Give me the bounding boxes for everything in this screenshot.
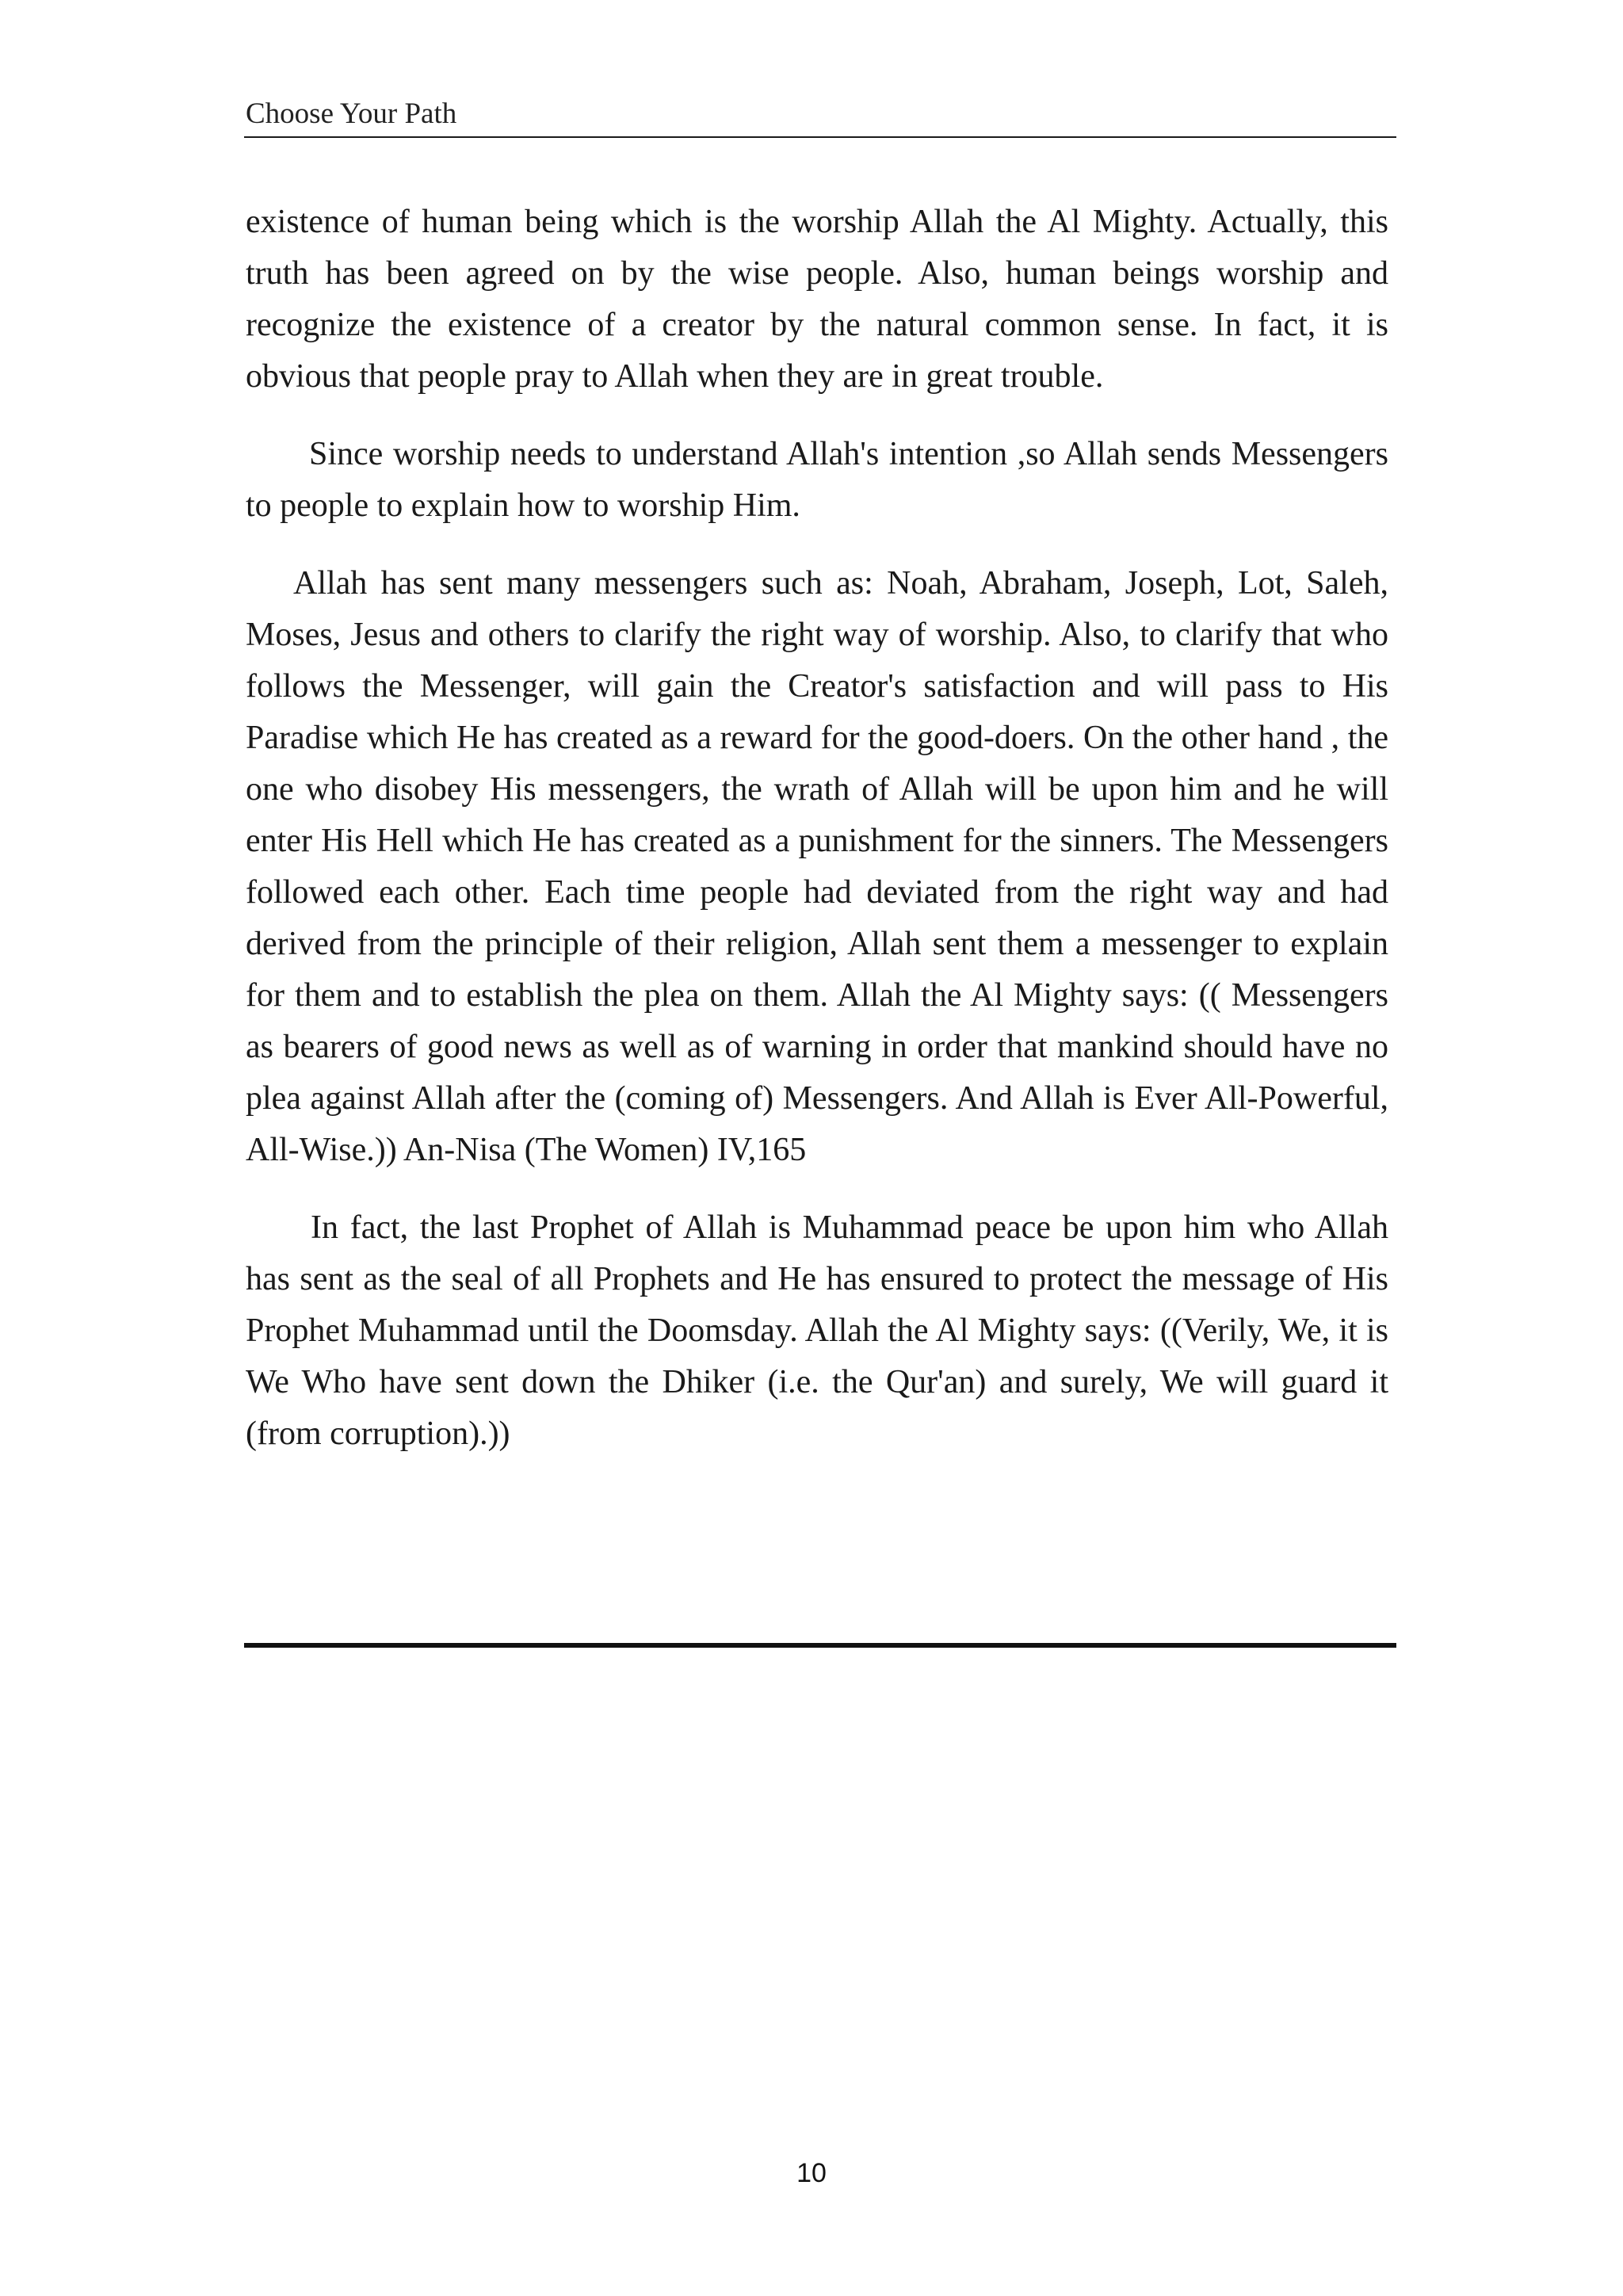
running-header: Choose Your Path <box>246 97 457 130</box>
body-text <box>246 197 1388 1486</box>
paragraph-3: Allah has sent many messengers such as: Noah, Abraham, Joseph, Lot, Saleh, Moses, Jesus and others to clarify the right way of worship. Also, to clarify that who follows the Messenger, will gain the Creator's satisfaction and will pass to His Paradise which He has created as a reward for the good-doers. On the other hand , the one who disobey His messengers, the wrath of Allah will be upon him and he will enter His Hell which He has created as a punishment for the sinners. The Messengers followed each other. Each time people had deviated from the right way and had derived from the principle of their religion, Allah sent them a messenger to explain for them and to establish the plea on them. Allah the Al Mighty says: (( Messengers as bearers of good news as well as of warning in order that mankind should have no plea against Allah after the (coming of) Messengers. And Allah is Ever All-Powerful, All-Wise.)) An-Nisa (The Women) IV,165 <box>246 565 1388 1168</box>
footer-divider <box>244 1643 1396 1648</box>
paragraph-2: Since worship needs to understand Allah's intention ,so Allah sends Messengers to people to explain how to worship Him. <box>246 436 1388 524</box>
page-number: 10 <box>796 2158 827 2188</box>
paragraph-4: In fact, the last Prophet of Allah is Muhammad peace be upon him who Allah has sent as the seal of all Prophets and He has ensured to protect the message of His Prophet Muhammad until the Doomsday. Allah the Al Mighty says: ((Verily, We, it is We Who have sent down the Dhiker (i.e. the Qur'an) and surely, We will guard it (from corruption).)) <box>246 1209 1388 1452</box>
header-divider <box>244 136 1396 138</box>
paragraph-1: existence of human being which is the worship Allah the Al Mighty. Actually, this truth has been agreed on by the wise people. Also, human beings worship and recognize the existence of a creator by the natural common sense. In fact, it is obvious that people pray to Allah when they are in great trouble. <box>246 204 1388 395</box>
